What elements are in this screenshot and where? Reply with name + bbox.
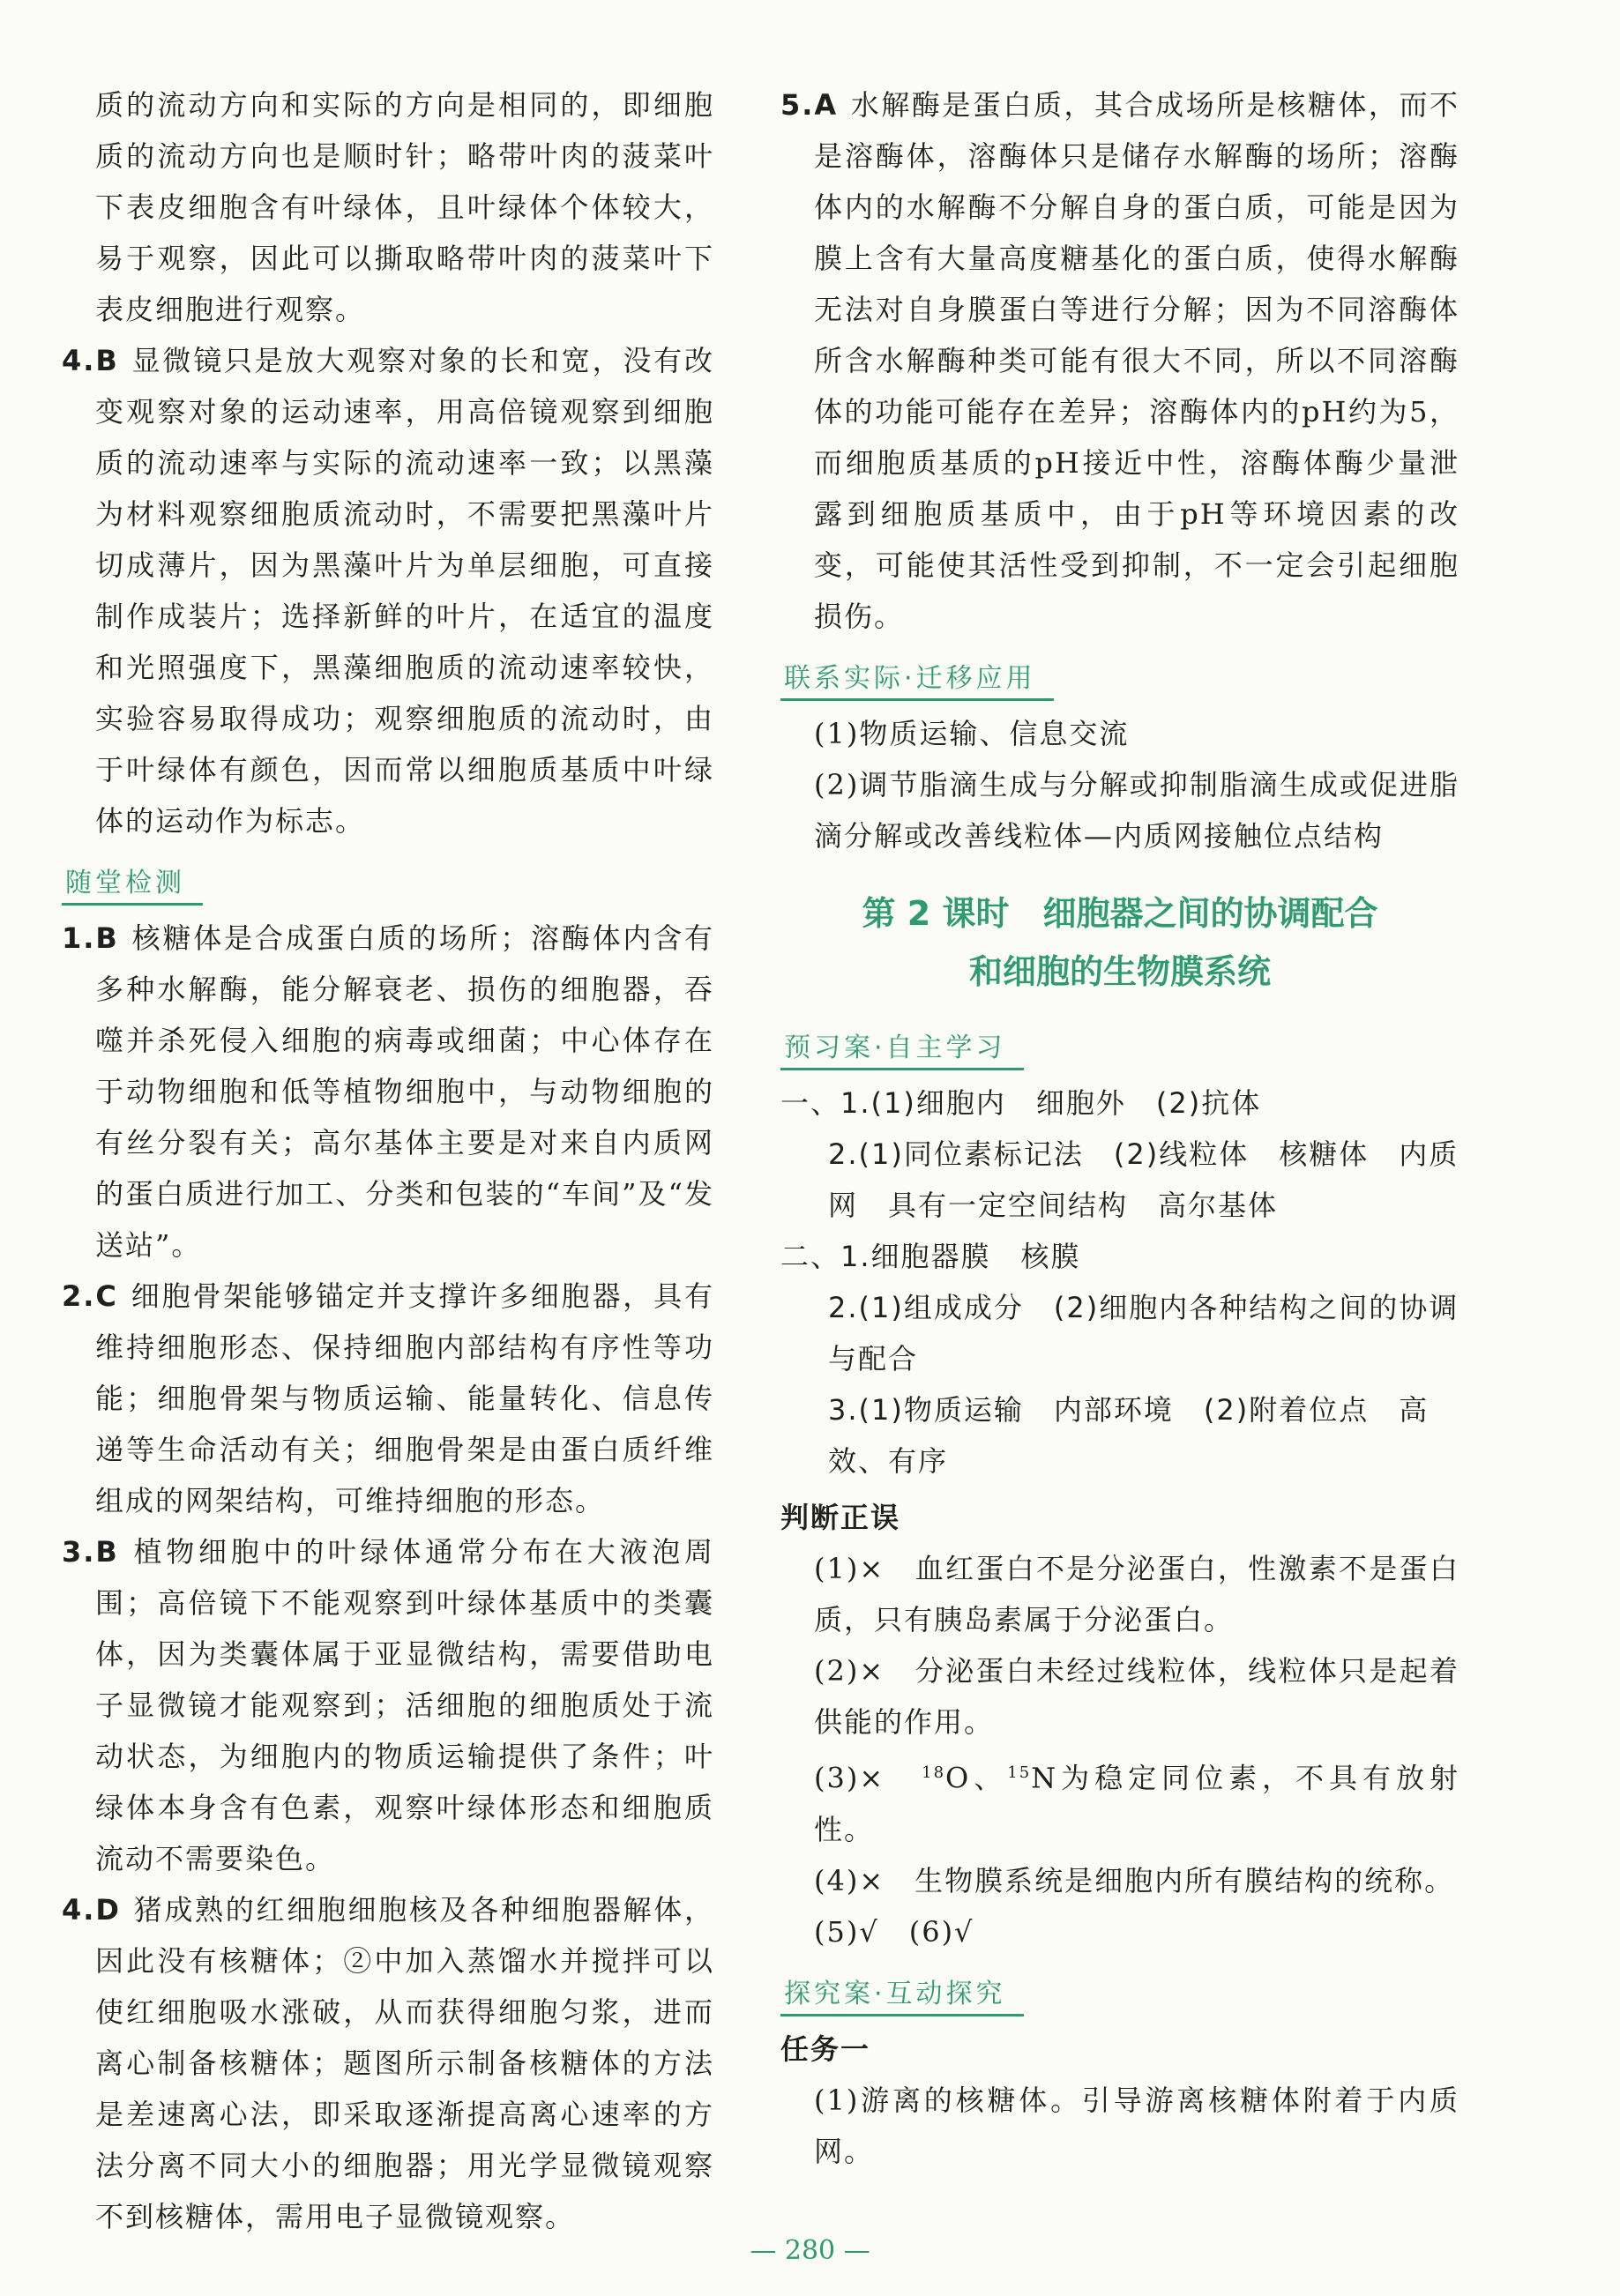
preview-line-5: 3.(1)物质运输 内部环境 (2)附着位点 高效、有序	[828, 1393, 1430, 1478]
judge-item-2: (2)× 分泌蛋白未经过线粒体，线粒体只是起着供能的作用。	[814, 1654, 1459, 1739]
q3-continuation: 质的流动方向和实际的方向是相同的，即细胞质的流动方向也是顺时针；略带叶肉的菠菜叶下表皮细胞含有叶绿体，且叶绿体个体较大，易于观察，因此可以撕取略带叶肉的菠菜叶下表皮细胞进行观察。	[95, 88, 714, 326]
answer-item	[62, 335, 714, 846]
section-heading-class-test: 随堂检测	[62, 859, 203, 906]
answer-letter: B	[95, 921, 119, 955]
judge-item-4: (4)× 生物膜系统是细胞内所有膜结构的统称。	[814, 1863, 1455, 1897]
lesson-title-line-2: 和细胞的生物膜系统	[968, 952, 1271, 991]
item-number: 4.	[62, 1893, 96, 1927]
preview-line-3: 二、1.细胞器膜 核膜	[780, 1240, 1081, 1273]
preview-line-2: 2.(1)同位素标记法 (2)线粒体 核糖体 内质网 具有一定空间结构 高尔基体	[828, 1137, 1459, 1222]
section-heading-inquiry: 探究案·互动探究	[780, 1970, 1024, 2016]
answer-explanation: 猪成熟的红细胞细胞核及各种细胞器解体，因此没有核糖体；②中加入蒸馏水并搅拌可以使红细胞吸水涨破，从而获得细胞匀浆，进而离心制备核糖体；题图所示制备核糖体的方法是差速离心法，即采取逐渐提高离心速率的方法分离不同大小的细胞器；用光学显微镜观察不到核糖体，需用电子显微镜观察。	[95, 1893, 714, 2233]
answer-explanation: 植物细胞中的叶绿体通常分布在大液泡周围；高倍镜下不能观察到叶绿体基质中的类囊体，因为类囊体属于亚显微结构，需要借助电子显微镜才能观察到；活细胞的细胞质处于流动状态，为细胞内的物质运输提供了条件；叶绿体本身含有色素，观察叶绿体形态和细胞质流动不需要染色。	[95, 1535, 714, 1875]
item-number: 5.	[780, 88, 815, 122]
item-number: 4.	[62, 344, 96, 377]
answer-letter: C	[95, 1279, 118, 1313]
application-answer-2: (2)调节脂滴生成与分解或抑制脂滴生成或促进脂滴分解或改善线粒体—内质网接触位点结构	[814, 768, 1459, 853]
judge-3-prefix: (3)×	[814, 1761, 922, 1795]
lesson-title-line-1: 第 2 课时 细胞器之间的协调配合	[862, 894, 1378, 933]
isotope-mass-15: 15	[1007, 1763, 1032, 1782]
judge-3-rest: N为稳定同位素，不具有放射性。	[814, 1761, 1459, 1846]
left-column	[62, 79, 714, 2242]
preview-line-4: 2.(1)组成成分 (2)细胞内各种结构之间的协调与配合	[828, 1291, 1459, 1375]
section-heading-application: 联系实际·迁移应用	[780, 654, 1054, 701]
answer-letter: D	[95, 1893, 121, 1927]
lesson-title	[780, 884, 1459, 1001]
section-heading-preview: 预习案·自主学习	[780, 1024, 1024, 1070]
answer-explanation: 核糖体是合成蛋白质的场所；溶酶体内含有多种水解酶，能分解衰老、损伤的细胞器，吞噬并杀死侵入细胞的病毒或细菌；中心体存在于动物细胞和低等植物细胞中，与动物细胞的有丝分裂有关；高尔基体主要是对来自内质网的蛋白质进行加工、分类和包装的“车间”及“发送站”。	[95, 921, 714, 1262]
answer-explanation: 水解酶是蛋白质，其合成场所是核糖体，而不是溶酶体，溶酶体只是储存水解酶的场所；溶酶体内的水解酶不分解自身的蛋白质，可能是因为膜上含有大量高度糖基化的蛋白质，使得水解酶无法对自身膜蛋白等进行分解；因为不同溶酶体所含水解酶种类可能有很大不同，所以不同溶酶体的功能可能存在差异；溶酶体内的pH约为5，而细胞质基质的pH接近中性，溶酶体酶少量泄露到细胞质基质中，由于pH等环境因素的改变，可能使其活性受到抑制，不一定会引起细胞损伤。	[814, 88, 1459, 633]
judge-3-mid: O、	[945, 1761, 1008, 1795]
answer-explanation: 显微镜只是放大观察对象的长和宽，没有改变观察对象的运动速率，用高倍镜观察到细胞质的流动速率与实际的流动速率一致；以黑藻为材料观察细胞质流动时，不需要把黑藻叶片切成薄片，因为黑藻叶片为单层细胞，可直接制作成装片；选择新鲜的叶片，在适宜的温度和光照强度下，黑藻细胞质的流动速率较快，实验容易取得成功；观察细胞质的流动时，由于叶绿体有颜色，因而常以细胞质基质中叶绿体的运动作为标志。	[95, 344, 714, 838]
item-number: 2.	[62, 1279, 96, 1313]
answer-item	[62, 1884, 714, 2242]
item-number: 1.	[62, 921, 96, 955]
answer-letter: B	[95, 344, 119, 377]
answer-letter: A	[814, 88, 839, 122]
isotope-mass-18: 18	[922, 1763, 946, 1782]
judge-item-1: (1)× 血红蛋白不是分泌蛋白，性激素不是蛋白质，只有胰岛素属于分泌蛋白。	[814, 1552, 1459, 1636]
answer-item	[780, 79, 1459, 642]
task-1-answer: (1)游离的核糖体。引导游离核糖体附着于内质网。	[814, 2083, 1459, 2168]
answer-item	[62, 913, 714, 1271]
page-number: — 280 —	[750, 2235, 870, 2266]
item-number: 3.	[62, 1535, 96, 1569]
answer-item	[62, 1271, 714, 1526]
preview-line-1: 一、1.(1)细胞内 细胞外 (2)抗体	[780, 1086, 1262, 1120]
answer-letter: B	[95, 1535, 119, 1569]
judge-item-3	[780, 1748, 1459, 1855]
judge-item-5-6: (5)√ (6)√	[814, 1914, 974, 1949]
answer-item	[62, 1526, 714, 1884]
application-answer-1: (1)物质运输、信息交流	[814, 717, 1130, 750]
answer-explanation: 细胞骨架能够锚定并支撑许多细胞器，具有维持细胞形态、保持细胞内部结构有序性等功能；细胞骨架与物质运输、能量转化、信息传递等生命活动有关；细胞骨架是由蛋白质纤维组成的网架结构，可维持细胞的形态。	[95, 1279, 714, 1517]
task-heading: 任务一	[780, 2031, 871, 2066]
right-column	[780, 79, 1459, 2177]
judge-heading: 判断正误	[780, 1501, 901, 1534]
